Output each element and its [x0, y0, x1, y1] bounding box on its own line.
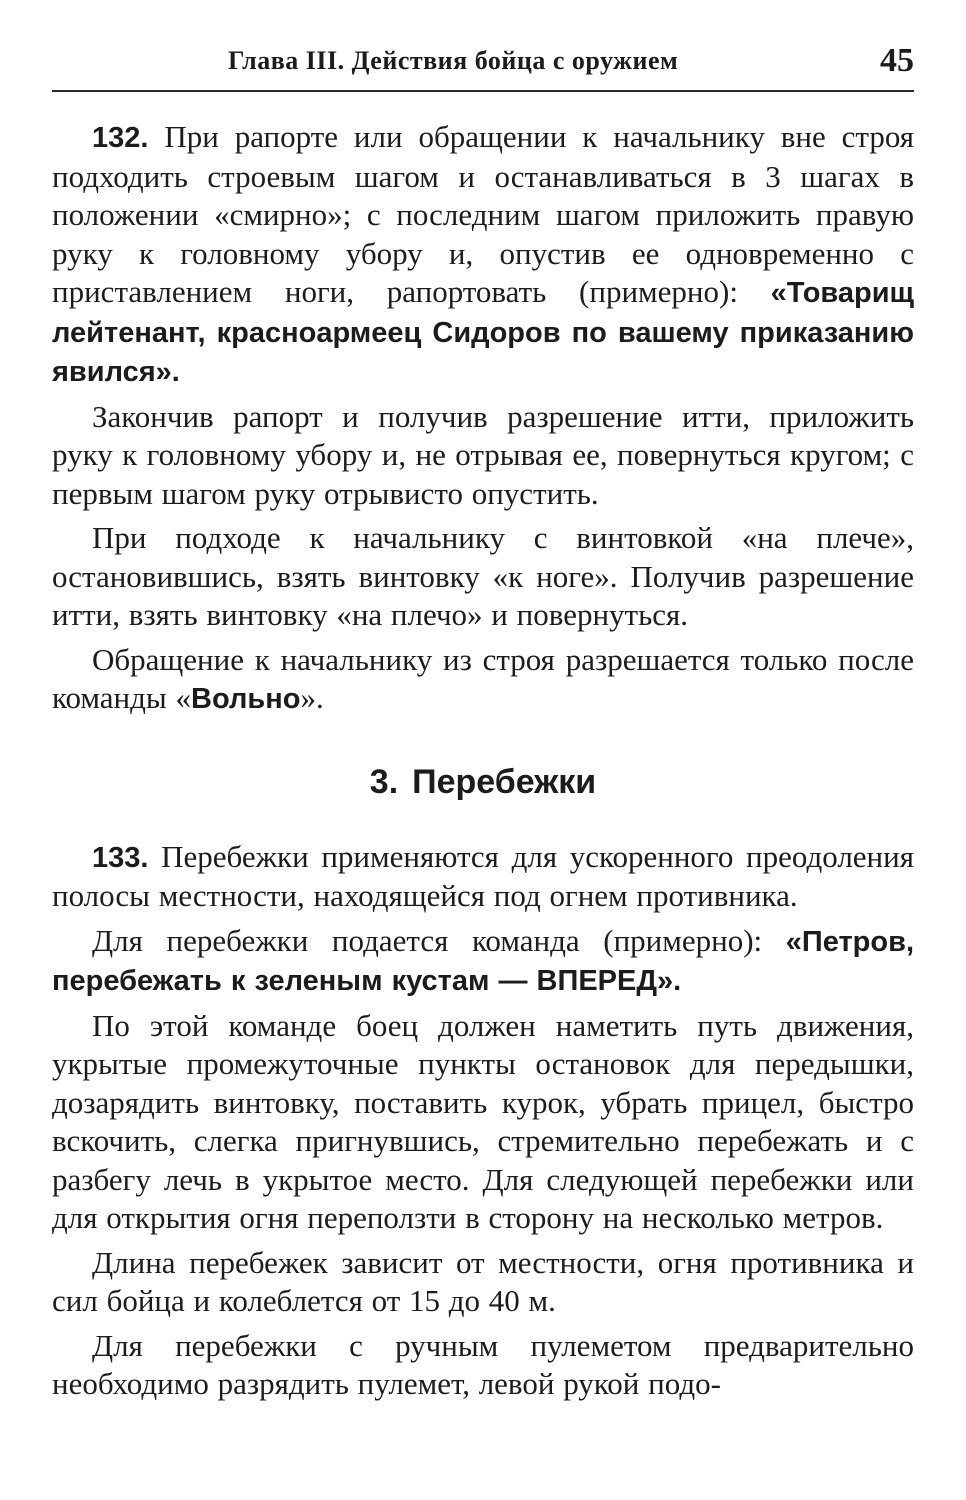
paragraph-text: Перебежки применяются для ускоренного преодоления полосы местности, находящейся под огнем противника. [52, 838, 914, 913]
paragraph-133-part2 [52, 922, 914, 1001]
paragraph-133 [52, 838, 914, 916]
paragraph-133-part5: Для перебежки с ручным пулеметом предварительно необходимо разрядить пулемет, левой рукой подо- [52, 1327, 914, 1401]
page-number: 45 [880, 42, 914, 79]
paragraph-number: 132. [92, 122, 149, 154]
section-heading [52, 763, 914, 802]
paragraph-133-part4: Длина перебежек зависит от местности, огня противника и сил бойца и колеблется от 15 до 40 м. [52, 1244, 914, 1318]
paragraph-133-part3: По этой команде боец должен наметить путь движения, укрытые промежуточные пункты остановок для передышки, дозарядить винтовку, поставить курок, убрать прицел, быстро вскочить, слегка пригнувшись, стремительно перебежать и с разбегу лечь в укрытое место. Для следующей перебежки или для открытия огня переползти в сторону на несколько метров. [52, 1007, 914, 1235]
paragraph-132-part3: При подходе к начальнику с винтовкой «на плече», остановившись, взять винтовку «к ноге». Получив разрешение итти, взять винтовку «на плечо» и повернуться. [52, 520, 914, 632]
page-body [52, 118, 914, 1404]
paragraph-132-part4 [52, 641, 914, 719]
paragraph-text-end: ». [300, 680, 324, 715]
bold-quote: «Петров, перебежать к зеленым кустам — ВПЕРЕД». [52, 925, 914, 997]
section-number: 3. [369, 762, 399, 801]
section-title: Перебежки [412, 762, 597, 801]
paragraph-text: При рапорте или обращении к начальнику вне строя подходить строевым шагом и останавливаться в 3 шагах в положении «смирно»; с последним шагом приложить правую руку к головному убору и, опустив ее одновременно с приставлением ноги, рапортовать (примерно): [52, 119, 914, 309]
paragraph-132 [52, 118, 914, 392]
bold-command: Вольно [191, 683, 301, 715]
paragraph-text: Обращение к начальнику из строя разрешается только после команды « [52, 641, 914, 715]
paragraph-number: 133. [92, 841, 149, 874]
chapter-title: Глава III. Действия бойца с оружием [228, 46, 679, 75]
paragraph-text: Для перебежки подается команда (примерно): [92, 922, 786, 958]
running-header [52, 38, 914, 92]
bold-quote: «Товарищ лейтенант, красноармеец Сидоров по вашему приказанию явился». [52, 277, 914, 388]
paragraph-132-part2: Закончив рапорт и получив разрешение итти, приложить руку к головному убору и, не отрывая ее, повернуться кругом; с первым шагом руку отрывисто опустить. [52, 398, 914, 511]
